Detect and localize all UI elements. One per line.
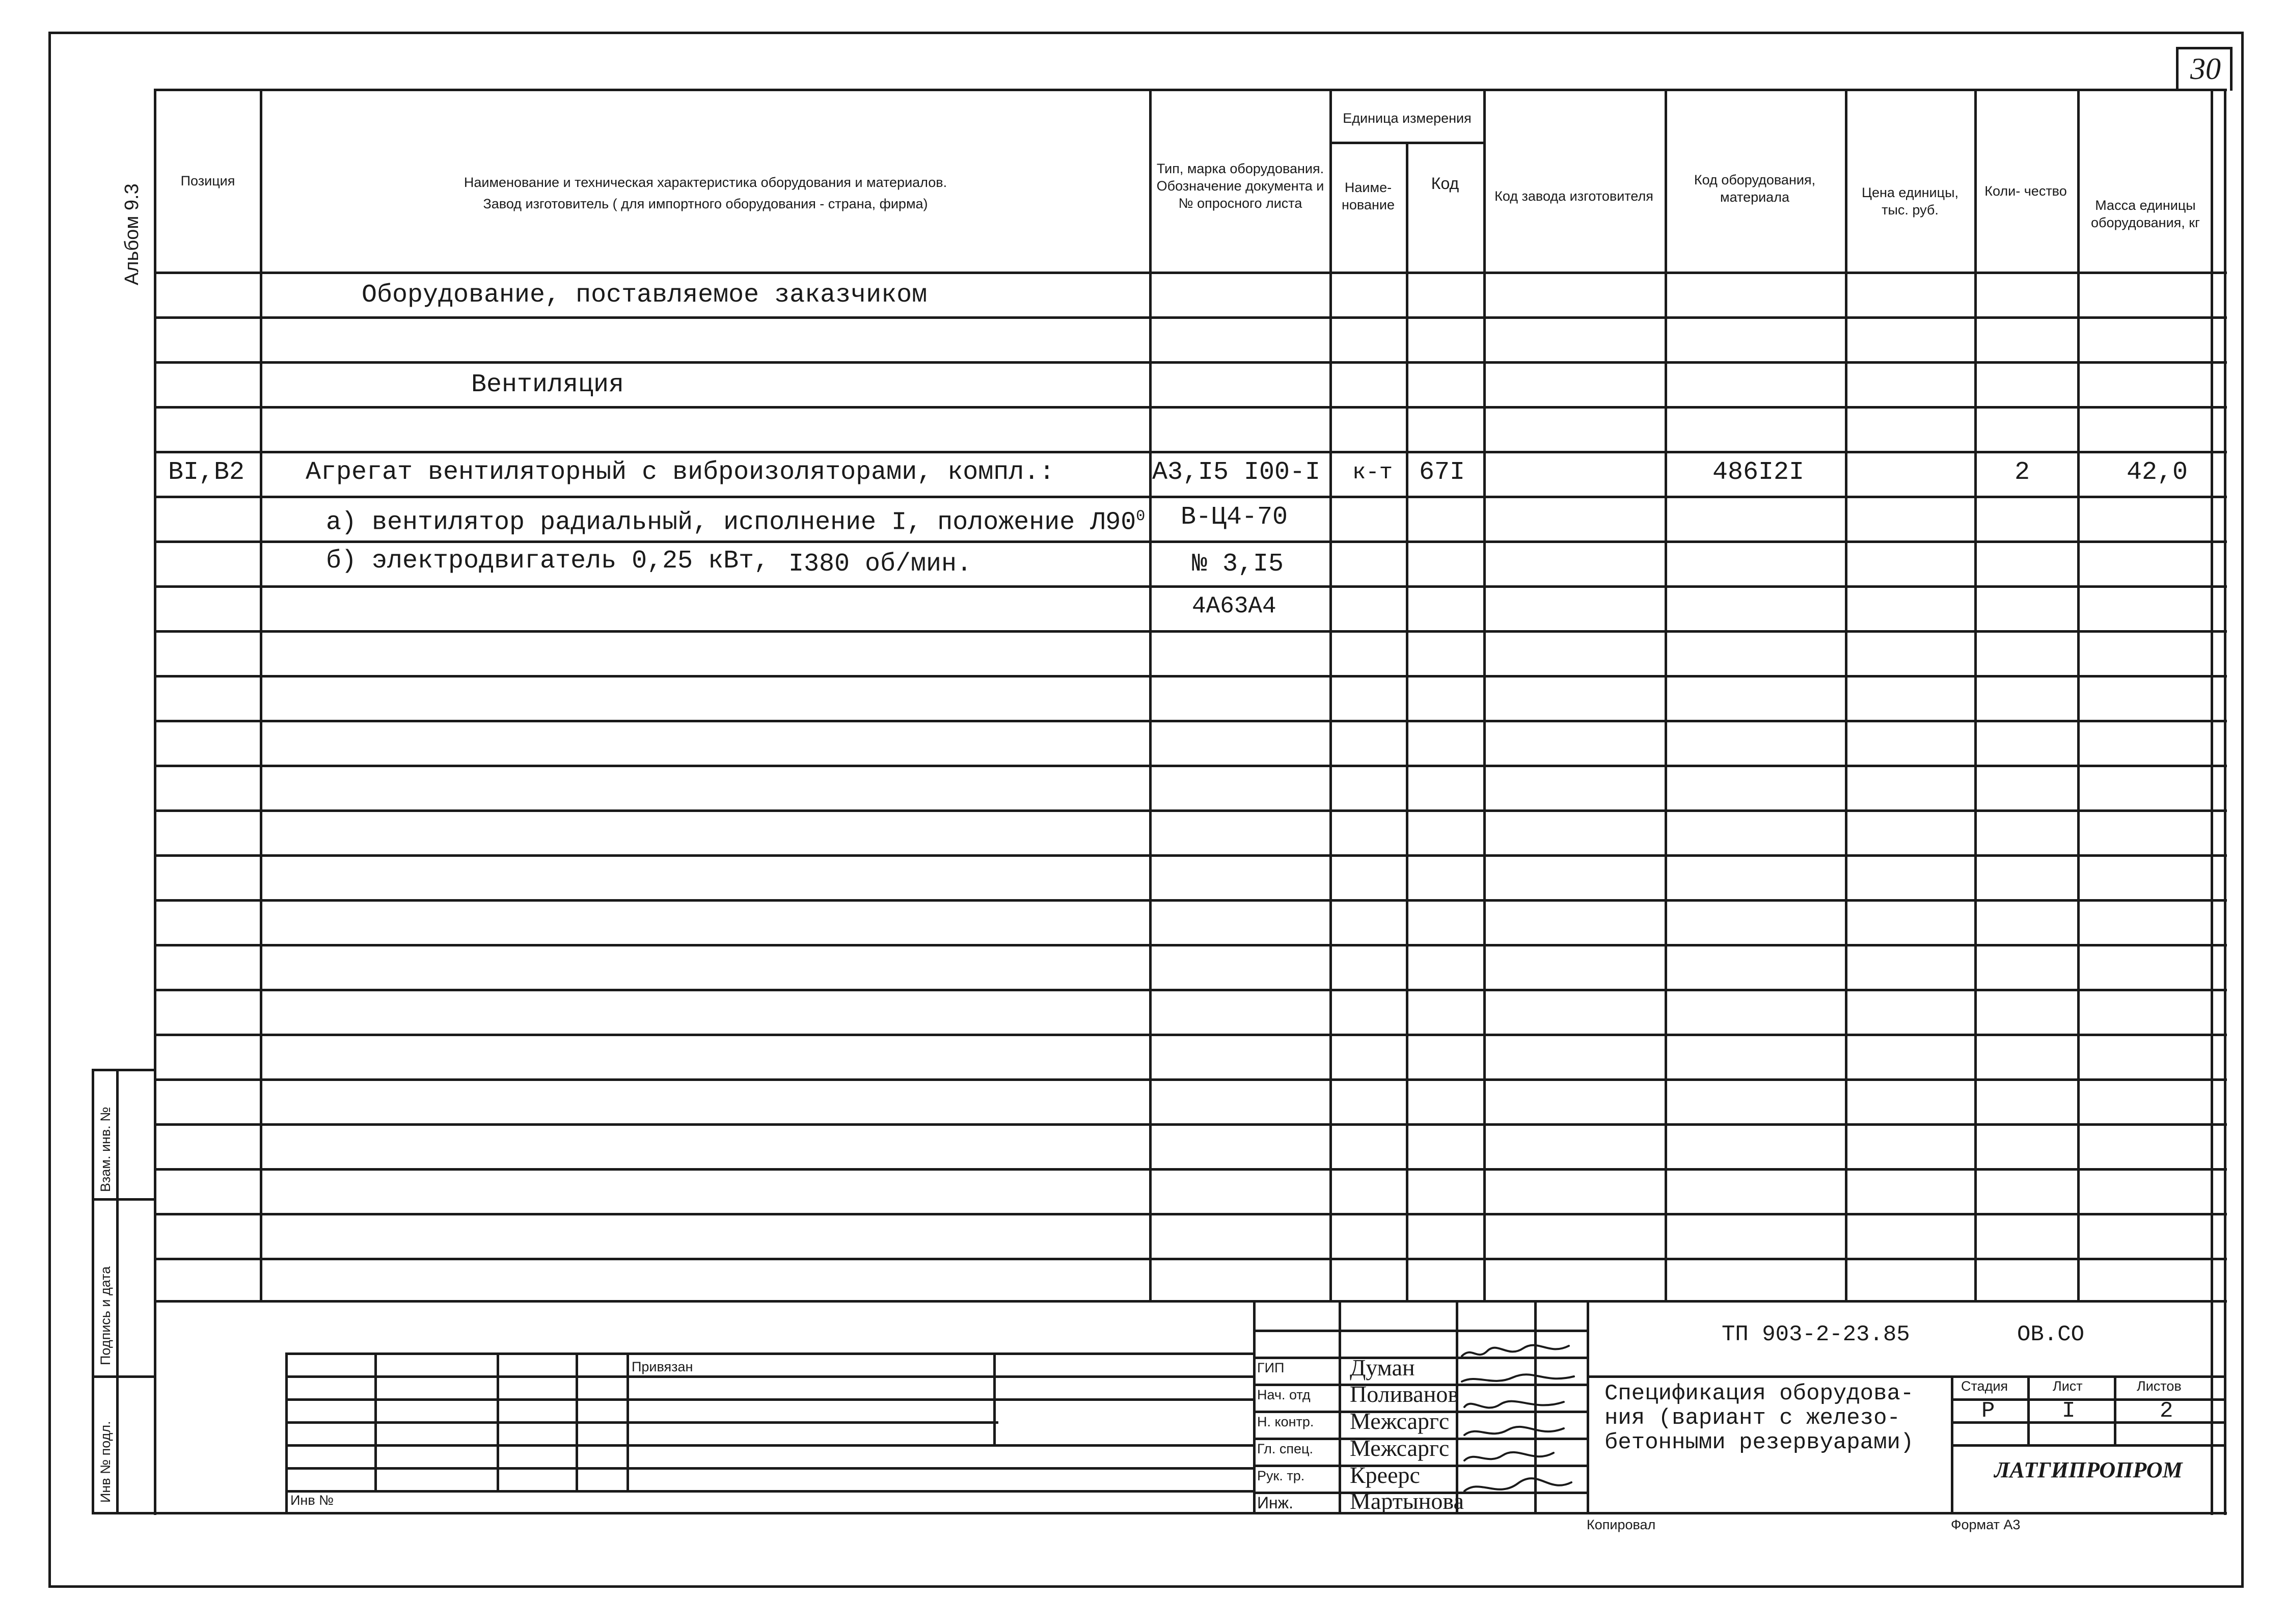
- name-engineer: Мартынова: [1350, 1488, 1464, 1514]
- side-label-inv-original: Инв № подл.: [98, 1421, 113, 1503]
- item-name: Агрегат вентиляторный с виброизоляторами, компл.:: [306, 458, 1055, 487]
- title-line-2: ния (вариант с железо-: [1604, 1405, 1900, 1431]
- item-type: А3,I5 I00-I: [1152, 458, 1321, 487]
- name-chief-spec: Межсаргс: [1350, 1435, 1450, 1461]
- sheet-number: 30: [2190, 52, 2221, 86]
- role-chief-spec: Гл. спец.: [1257, 1441, 1313, 1456]
- signature-chief-spec: [1464, 1427, 1564, 1435]
- title-line-1: Спецификация оборудова-: [1604, 1381, 1914, 1406]
- role-group-lead: Рук. тр.: [1257, 1468, 1305, 1483]
- header-position: Позиция: [180, 173, 235, 188]
- name-norm-control: Межсаргс: [1350, 1408, 1450, 1434]
- title-line-3: бетонными резервуарами): [1604, 1430, 1914, 1455]
- header-type: Тип, марка оборудования. Обозначение документа и № опросного листа: [1156, 161, 1324, 211]
- inv-no-label: Инв №: [290, 1493, 334, 1508]
- section-title: Оборудование, поставляемое заказчиком: [362, 281, 928, 310]
- side-label-signature-date: Подпись и дата: [98, 1266, 113, 1365]
- side-label-replace-inv: Взам. инв. №: [98, 1106, 113, 1192]
- privyazan-label: Привязан: [632, 1359, 693, 1374]
- header-equip-code: Код оборудования, материала: [1694, 172, 1816, 205]
- doc-code: ТП 903-2-23.85: [1722, 1322, 1910, 1347]
- role-head-dept: Нач. отд: [1257, 1387, 1311, 1402]
- header-name-line2: Завод изготовитель ( для импортного оборудования - страна, фирма): [483, 196, 928, 211]
- sub-a-name: а) вентилятор радиальный, исполнение I, положение $Л90^0$: [326, 508, 1146, 537]
- header-mass: Масса единицы оборудования, кг: [2091, 198, 2200, 230]
- subsection-title: Вентиляция: [471, 370, 624, 399]
- signature-head-dept: [1462, 1374, 1574, 1382]
- list-label: Лист: [2053, 1378, 2083, 1394]
- header-name-line1: Наименование и техническая характеристика оборудования и материалов.: [464, 175, 947, 190]
- header-price: Цена единицы, тыс. руб.: [1861, 185, 1959, 218]
- name-head-dept: Поливанов: [1350, 1381, 1459, 1407]
- item-unit: к-т: [1352, 460, 1393, 485]
- signature-group-lead: [1464, 1452, 1554, 1460]
- sub-a-type: В-Ц4-70: [1181, 503, 1288, 532]
- signatures: [1457, 1331, 1584, 1514]
- signature-gip: [1462, 1345, 1569, 1356]
- lists-value: 2: [2160, 1398, 2173, 1424]
- item-equip-code: 486I2I: [1712, 458, 1805, 487]
- organization: ЛАТГИПРОПРОМ: [1994, 1457, 2183, 1482]
- header-unit-group: Единица измерения: [1343, 111, 1472, 126]
- name-gip: Думан: [1350, 1355, 1415, 1381]
- lists-label: Листов: [2137, 1378, 2182, 1394]
- sub-b-type2: 4А63А4: [1192, 593, 1276, 619]
- role-engineer: Инж.: [1257, 1494, 1293, 1512]
- header-qty: Коли- чество: [1984, 183, 2067, 199]
- item-mass: 42,0: [2127, 458, 2188, 487]
- sub-b-name: б) электродвигатель 0,25 кВт,: [326, 547, 770, 576]
- role-norm-control: Н. контр.: [1257, 1414, 1314, 1429]
- sheet-code: ОВ.СО: [2017, 1322, 2085, 1347]
- signature-engineer: [1464, 1478, 1571, 1491]
- name-group-lead: Креерс: [1350, 1462, 1420, 1488]
- signature-norm-control: [1464, 1401, 1564, 1408]
- copied-label: Копировал: [1587, 1517, 1656, 1532]
- sub-b-speed: I380 об/мин.: [788, 550, 972, 579]
- item-qty: 2: [2015, 458, 2030, 487]
- header-maker-code: Код завода изготовителя: [1494, 188, 1653, 204]
- album-label: Альбом 9.3: [121, 183, 143, 285]
- stage-value: Р: [1981, 1398, 1995, 1424]
- sub-b-type: № 3,I5: [1192, 550, 1284, 579]
- item-unit-code: 67I: [1419, 458, 1465, 487]
- role-gip: ГИП: [1257, 1360, 1285, 1375]
- stage-label: Стадия: [1961, 1378, 2008, 1394]
- format-label: Формат А3: [1951, 1517, 2021, 1532]
- header-unit-name: Наиме- нование: [1342, 180, 1395, 212]
- item-position: BI,B2: [168, 458, 245, 487]
- list-value: I: [2062, 1398, 2076, 1424]
- header-unit-code: Код: [1431, 174, 1459, 193]
